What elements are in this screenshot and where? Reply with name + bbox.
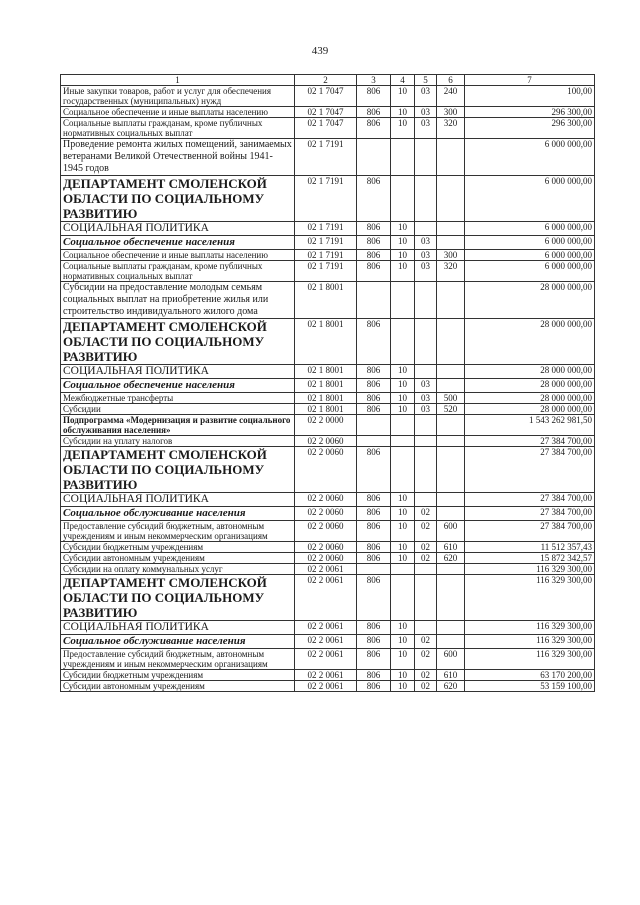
target-code: 02 2 0061 [295,621,357,635]
table-row [61,415,595,436]
expense-type-code: 610 [437,670,465,681]
section-code: 10 [391,553,415,564]
target-code: 02 2 0060 [295,493,357,507]
table-row [61,553,595,564]
amount: 6 000 000,00 [465,261,595,282]
table-row [61,365,595,379]
subsection-code [415,436,437,447]
target-code: 02 2 0060 [295,553,357,564]
table-row [61,86,595,107]
amount: 116 329 300,00 [465,621,595,635]
target-code: 02 1 7047 [295,118,357,139]
amount: 296 300,00 [465,118,595,139]
subsection-code: 02 [415,521,437,542]
grbs-code: 806 [357,319,391,365]
item-name: Социальное обеспечение населения [61,379,295,393]
expense-type-code [437,222,465,236]
grbs-code: 806 [357,553,391,564]
table-row [61,379,595,393]
grbs-code: 806 [357,222,391,236]
target-code: 02 2 0000 [295,415,357,436]
amount: 116 329 300,00 [465,649,595,670]
table-row [61,507,595,521]
expense-type-code: 320 [437,261,465,282]
amount: 6 000 000,00 [465,250,595,261]
amount: 27 384 700,00 [465,493,595,507]
table-row [61,176,595,222]
target-code: 02 2 0060 [295,542,357,553]
amount: 28 000 000,00 [465,379,595,393]
subsection-code: 03 [415,404,437,415]
target-code: 02 2 0061 [295,670,357,681]
amount: 6 000 000,00 [465,139,595,176]
section-code: 10 [391,365,415,379]
table-row [61,222,595,236]
section-code: 10 [391,393,415,404]
expense-type-code: 620 [437,553,465,564]
section-code: 10 [391,86,415,107]
target-code: 02 2 0061 [295,649,357,670]
header-cell: 5 [415,75,437,86]
item-name: СОЦИАЛЬНАЯ ПОЛИТИКА [61,621,295,635]
subsection-code: 02 [415,670,437,681]
target-code: 02 1 7191 [295,139,357,176]
item-name: Социальное обслуживание населения [61,507,295,521]
target-code: 02 1 7191 [295,261,357,282]
section-code: 10 [391,222,415,236]
expense-type-code: 300 [437,250,465,261]
amount: 28 000 000,00 [465,404,595,415]
item-name: Предоставление субсидий бюджетным, автономным учреждениям и иным некоммерческим организациям [61,649,295,670]
item-name: ДЕПАРТАМЕНТ СМОЛЕНСКОЙ ОБЛАСТИ ПО СОЦИАЛЬНОМУ РАЗВИТИЮ [61,447,295,493]
amount: 6 000 000,00 [465,236,595,250]
item-name: Субсидии бюджетным учреждениям [61,670,295,681]
target-code: 02 1 7191 [295,250,357,261]
expense-type-code: 320 [437,118,465,139]
target-code: 02 2 0060 [295,507,357,521]
section-code: 10 [391,670,415,681]
item-name: ДЕПАРТАМЕНТ СМОЛЕНСКОЙ ОБЛАСТИ ПО СОЦИАЛЬНОМУ РАЗВИТИЮ [61,319,295,365]
table-row [61,447,595,493]
expense-type-code [437,447,465,493]
amount: 28 000 000,00 [465,365,595,379]
target-code: 02 1 8001 [295,365,357,379]
amount: 28 000 000,00 [465,319,595,365]
item-name: Субсидии автономным учреждениям [61,681,295,692]
subsection-code: 02 [415,553,437,564]
target-code: 02 1 7191 [295,222,357,236]
expense-type-code [437,621,465,635]
subsection-code: 03 [415,118,437,139]
subsection-code: 03 [415,236,437,250]
item-name: Субсидии бюджетным учреждениям [61,542,295,553]
expense-type-code [437,139,465,176]
item-name: Социальные выплаты гражданам, кроме публичных нормативных социальных выплат [61,261,295,282]
budget-table [60,74,595,692]
item-name: СОЦИАЛЬНАЯ ПОЛИТИКА [61,493,295,507]
expense-type-code: 600 [437,649,465,670]
expense-type-code: 500 [437,393,465,404]
table-row [61,575,595,621]
item-name: Иные закупки товаров, работ и услуг для обеспечения государственных (муниципальных) нужд [61,86,295,107]
target-code: 02 1 8001 [295,393,357,404]
grbs-code: 806 [357,365,391,379]
item-name: Социальные выплаты гражданам, кроме публичных нормативных социальных выплат [61,118,295,139]
expense-type-code [437,436,465,447]
subsection-code [415,447,437,493]
expense-type-code [437,365,465,379]
header-cell: 4 [391,75,415,86]
subsection-code: 02 [415,681,437,692]
amount: 27 384 700,00 [465,521,595,542]
grbs-code: 806 [357,575,391,621]
amount: 11 512 357,43 [465,542,595,553]
table-row [61,404,595,415]
item-name: Социальное обеспечение и иные выплаты населению [61,107,295,118]
table-row [61,118,595,139]
grbs-code: 806 [357,86,391,107]
section-code: 10 [391,236,415,250]
grbs-code: 806 [357,681,391,692]
table-row [61,319,595,365]
subsection-code [415,139,437,176]
subsection-code: 03 [415,107,437,118]
subsection-code: 03 [415,261,437,282]
header-cell: 3 [357,75,391,86]
expense-type-code: 240 [437,86,465,107]
target-code: 02 2 0061 [295,681,357,692]
grbs-code [357,139,391,176]
amount: 1 543 262 981,50 [465,415,595,436]
item-name: Социальное обслуживание населения [61,635,295,649]
item-name: СОЦИАЛЬНАЯ ПОЛИТИКА [61,365,295,379]
section-code: 10 [391,107,415,118]
item-name: Субсидии [61,404,295,415]
target-code: 02 1 7047 [295,107,357,118]
section-code [391,575,415,621]
table-row [61,250,595,261]
grbs-code [357,564,391,575]
table-row [61,542,595,553]
amount: 296 300,00 [465,107,595,118]
section-code: 10 [391,681,415,692]
section-code [391,447,415,493]
header-cell: 7 [465,75,595,86]
subsection-code [415,222,437,236]
subsection-code [415,282,437,319]
grbs-code: 806 [357,621,391,635]
subsection-code: 02 [415,635,437,649]
item-name: Подпрограмма «Модернизация и развитие социального обслуживания населения» [61,415,295,436]
amount: 100,00 [465,86,595,107]
grbs-code [357,282,391,319]
section-code: 10 [391,521,415,542]
table-row [61,107,595,118]
amount: 15 872 342,57 [465,553,595,564]
grbs-code: 806 [357,447,391,493]
grbs-code: 806 [357,635,391,649]
table-row [61,493,595,507]
target-code: 02 1 8001 [295,319,357,365]
grbs-code [357,436,391,447]
item-name: СОЦИАЛЬНАЯ ПОЛИТИКА [61,222,295,236]
subsection-code [415,621,437,635]
amount: 27 384 700,00 [465,436,595,447]
table-row [61,670,595,681]
expense-type-code: 610 [437,542,465,553]
expense-type-code [437,415,465,436]
table-row [61,564,595,575]
subsection-code: 03 [415,86,437,107]
page-number: 439 [311,45,329,57]
grbs-code: 806 [357,176,391,222]
grbs-code [357,415,391,436]
item-name: ДЕПАРТАМЕНТ СМОЛЕНСКОЙ ОБЛАСТИ ПО СОЦИАЛЬНОМУ РАЗВИТИЮ [61,575,295,621]
section-code: 10 [391,493,415,507]
subsection-code [415,575,437,621]
grbs-code: 806 [357,107,391,118]
amount: 28 000 000,00 [465,282,595,319]
item-name: Социальное обеспечение населения [61,236,295,250]
subsection-code [415,564,437,575]
target-code: 02 2 0060 [295,436,357,447]
target-code: 02 2 0061 [295,635,357,649]
section-code: 10 [391,542,415,553]
table-row [61,236,595,250]
amount: 116 329 300,00 [465,564,595,575]
grbs-code: 806 [357,521,391,542]
item-name: Субсидии на предоставление молодым семьям социальных выплат на приобретение жилья или строительство индивидуального жилого дома [61,282,295,319]
amount: 27 384 700,00 [465,507,595,521]
section-code: 10 [391,118,415,139]
expense-type-code: 520 [437,404,465,415]
section-code [391,436,415,447]
section-code: 10 [391,404,415,415]
grbs-code: 806 [357,404,391,415]
target-code: 02 1 7047 [295,86,357,107]
target-code: 02 2 0061 [295,564,357,575]
amount: 63 170 200,00 [465,670,595,681]
table-row [61,139,595,176]
grbs-code: 806 [357,493,391,507]
target-code: 02 2 0060 [295,447,357,493]
table-row [61,521,595,542]
section-code: 10 [391,250,415,261]
section-code [391,282,415,319]
section-code [391,564,415,575]
target-code: 02 1 7191 [295,236,357,250]
expense-type-code [437,635,465,649]
item-name: Субсидии на оплату коммунальных услуг [61,564,295,575]
section-code: 10 [391,507,415,521]
section-code: 10 [391,261,415,282]
item-name: ДЕПАРТАМЕНТ СМОЛЕНСКОЙ ОБЛАСТИ ПО СОЦИАЛЬНОМУ РАЗВИТИЮ [61,176,295,222]
item-name: Предоставление субсидий бюджетным, автономным учреждениям и иным некоммерческим организациям [61,521,295,542]
table-row [61,393,595,404]
table-row [61,621,595,635]
expense-type-code [437,379,465,393]
section-code [391,415,415,436]
subsection-code [415,493,437,507]
grbs-code: 806 [357,670,391,681]
amount: 27 384 700,00 [465,447,595,493]
header-cell: 2 [295,75,357,86]
expense-type-code [437,236,465,250]
amount: 53 159 100,00 [465,681,595,692]
target-code: 02 2 0060 [295,521,357,542]
subsection-code [415,319,437,365]
expense-type-code [437,319,465,365]
item-name: Субсидии на уплату налогов [61,436,295,447]
table-row [61,681,595,692]
grbs-code: 806 [357,250,391,261]
section-code: 10 [391,621,415,635]
amount: 6 000 000,00 [465,222,595,236]
header-cell: 6 [437,75,465,86]
target-code: 02 2 0061 [295,575,357,621]
subsection-code [415,415,437,436]
grbs-code: 806 [357,379,391,393]
expense-type-code [437,282,465,319]
amount: 116 329 300,00 [465,635,595,649]
grbs-code: 806 [357,507,391,521]
target-code: 02 1 8001 [295,404,357,415]
table-row [61,649,595,670]
section-code: 10 [391,379,415,393]
grbs-code: 806 [357,118,391,139]
item-name: Социальное обеспечение и иные выплаты населению [61,250,295,261]
grbs-code: 806 [357,542,391,553]
grbs-code: 806 [357,649,391,670]
subsection-code: 03 [415,250,437,261]
subsection-code: 02 [415,649,437,670]
section-code [391,139,415,176]
section-code: 10 [391,635,415,649]
target-code: 02 1 8001 [295,282,357,319]
header-row [61,75,595,86]
target-code: 02 1 7191 [295,176,357,222]
table-row [61,436,595,447]
grbs-code: 806 [357,261,391,282]
table-row [61,261,595,282]
subsection-code: 03 [415,379,437,393]
expense-type-code [437,176,465,222]
header-cell: 1 [61,75,295,86]
expense-type-code [437,564,465,575]
grbs-code: 806 [357,393,391,404]
expense-type-code [437,507,465,521]
section-code [391,176,415,222]
section-code [391,319,415,365]
subsection-code [415,176,437,222]
item-name: Субсидии автономным учреждениям [61,553,295,564]
expense-type-code [437,493,465,507]
subsection-code: 02 [415,542,437,553]
subsection-code: 03 [415,393,437,404]
expense-type-code [437,575,465,621]
amount: 6 000 000,00 [465,176,595,222]
grbs-code: 806 [357,236,391,250]
item-name: Проведение ремонта жилых помещений, занимаемых ветеранами Великой Отечественной войны 1941-1945 годов [61,139,295,176]
subsection-code: 02 [415,507,437,521]
amount: 116 329 300,00 [465,575,595,621]
table-row [61,635,595,649]
section-code: 10 [391,649,415,670]
target-code: 02 1 8001 [295,379,357,393]
table-row [61,282,595,319]
expense-type-code: 620 [437,681,465,692]
expense-type-code: 600 [437,521,465,542]
item-name: Межбюджетные трансферты [61,393,295,404]
expense-type-code: 300 [437,107,465,118]
amount: 28 000 000,00 [465,393,595,404]
subsection-code [415,365,437,379]
